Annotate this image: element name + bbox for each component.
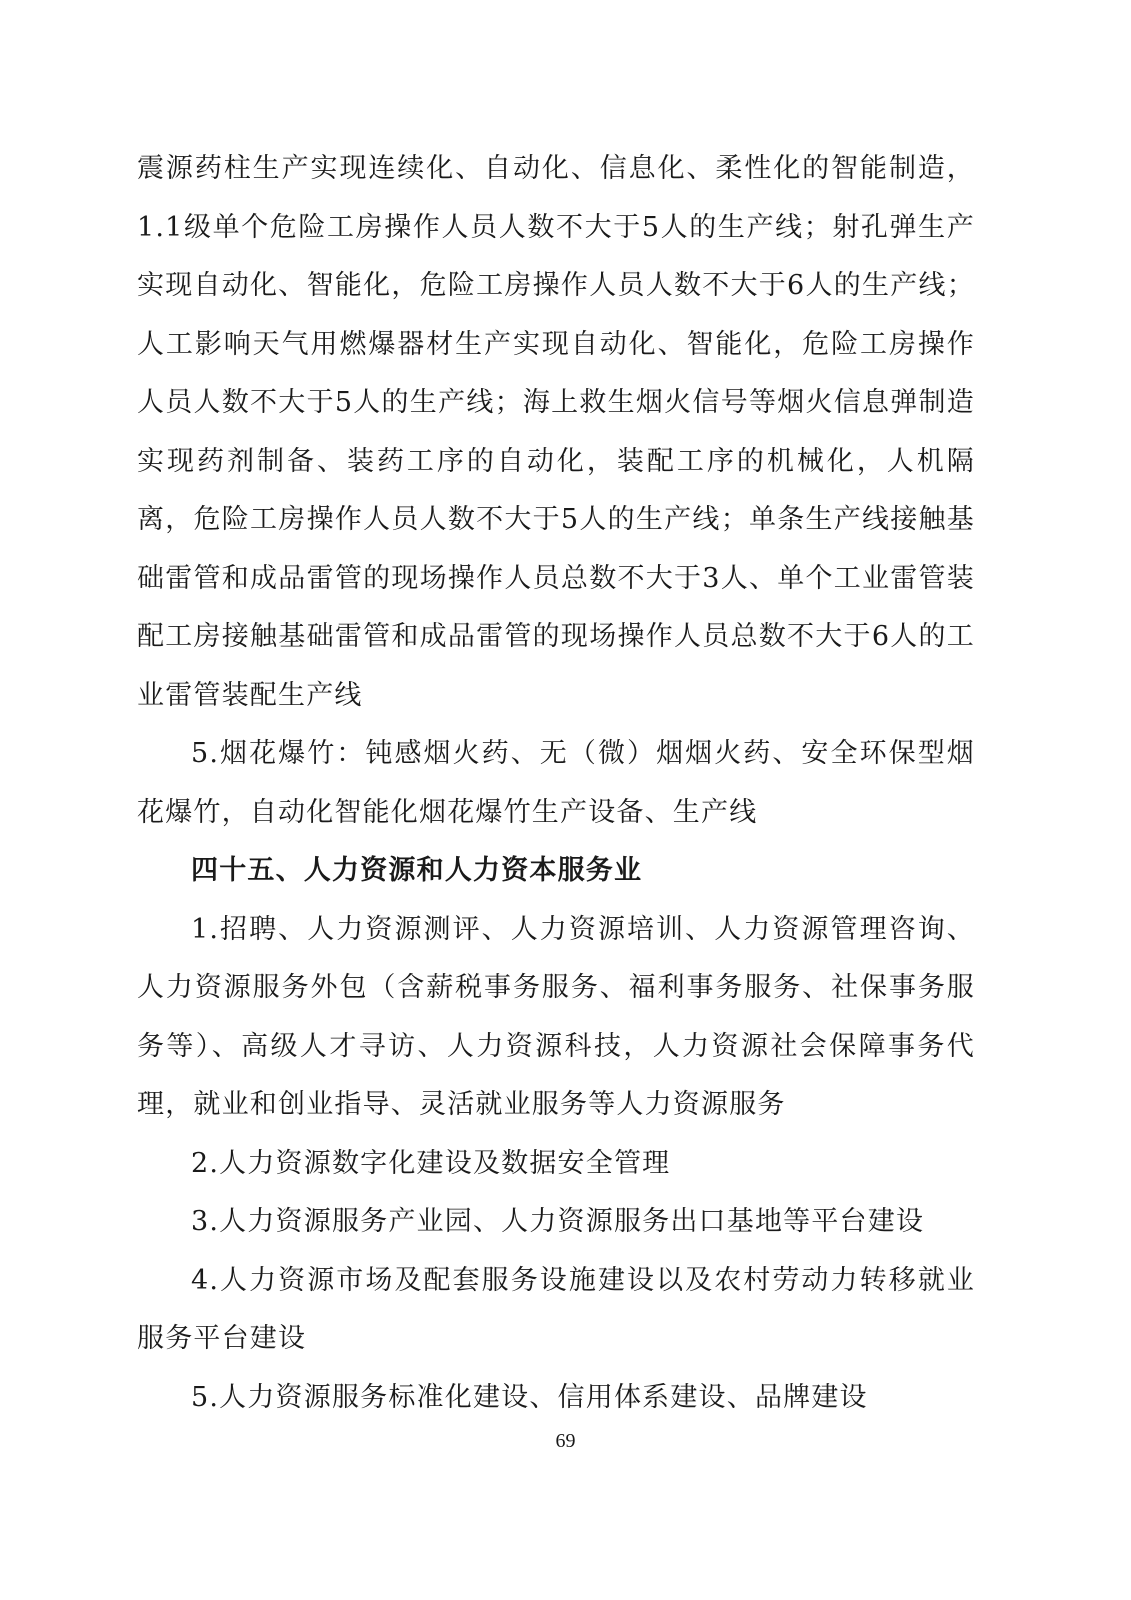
paragraph-hr-parks: 3.人力资源服务产业园、人力资源服务出口基地等平台建设: [191, 1206, 925, 1237]
paragraph-hr-standards: 5.人力资源服务标准化建设、信用体系建设、品牌建设: [191, 1381, 868, 1413]
paragraph-hr-services: 1.招聘、人力资源测评、人力资源培训、人力资源管理咨询、人力资源服务外包（含薪税事务服务、福利事务服务、社保事务服务等）、高级人才寻访、人力资源科技，人力资源社会保障事务代理，就业和创业指导、灵活就业服务等人力资源服务: [137, 913, 975, 1120]
page-body: [137, 140, 975, 1427]
paragraph-hr-market: 4.人力资源市场及配套服务设施建设以及农村劳动力转移就业服务平台建设: [137, 1264, 975, 1354]
page-number: 69: [555, 1430, 576, 1452]
paragraph-detonator-production: 震源药柱生产实现连续化、自动化、信息化、柔性化的智能制造，1.1级单个危险工房操作人员人数不大于5人的生产线；射孔弹生产实现自动化、智能化，危险工房操作人员人数不大于6人的生产线；人工影响天气用燃爆器材生产实现自动化、智能化，危险工房操作人员人数不大于5人的生产线；海上救生烟火信号等烟火信息弹制造实现药剂制备、装药工序的自动化，装配工序的机械化，人机隔离，危险工房操作人员人数不大于5人的生产线；单条生产线接触基础雷管和成品雷管的现场操作人员总数不大于3人、单个工业雷管装配工房接触基础雷管和成品雷管的现场操作人员总数不大于6人的工业雷管装配生产线: [137, 153, 975, 711]
section-heading: 四十五、人力资源和人力资本服务业: [191, 855, 643, 886]
paragraph-fireworks: 5.烟花爆竹：钝感烟火药、无（微）烟烟火药、安全环保型烟花爆竹，自动化智能化烟花爆竹生产设备、生产线: [137, 738, 975, 828]
paragraph-hr-digital: 2.人力资源数字化建设及数据安全管理: [191, 1147, 671, 1179]
